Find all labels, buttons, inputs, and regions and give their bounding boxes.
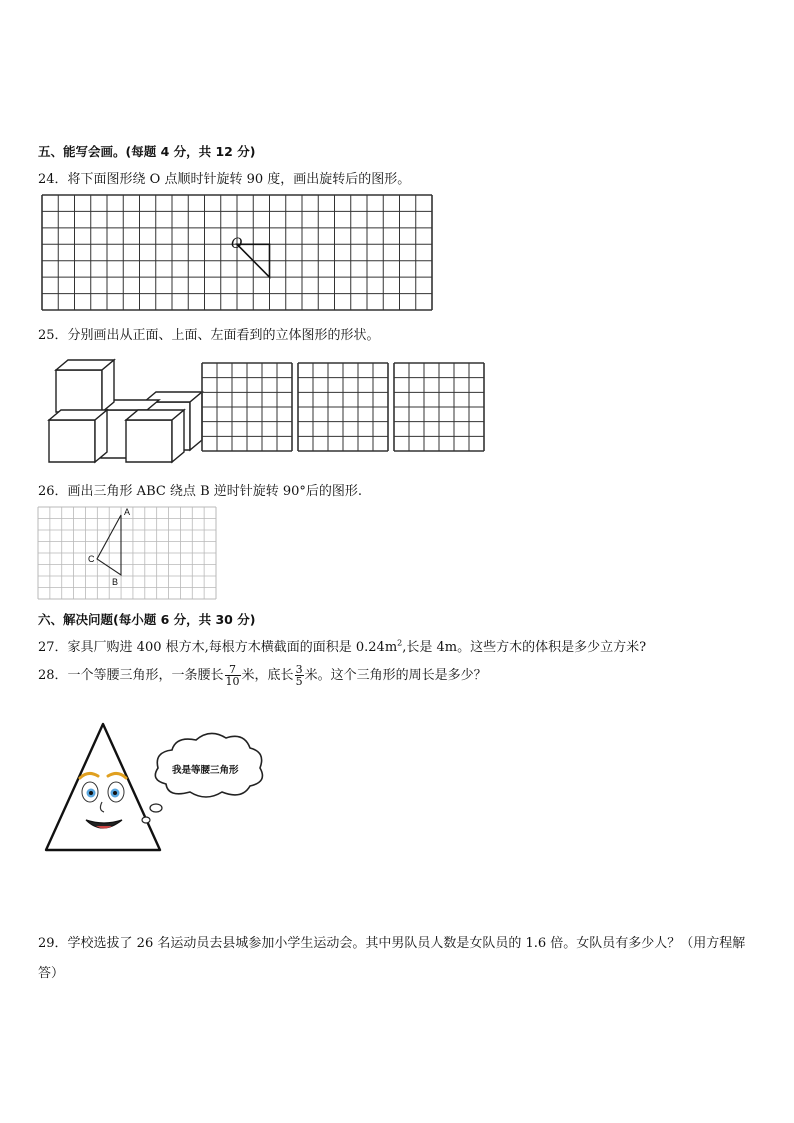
q28-cartoon-triangle	[40, 720, 280, 860]
q27-text-before: 27．家具厂购进 400 根方木,每根方木横截面的面积是 0.24m	[38, 640, 398, 655]
q28-text	[38, 664, 487, 687]
q27-text-after: ,长是 4m。这些方木的体积是多少立方米?	[402, 640, 647, 655]
q25-text: 25．分别画出从正面、上面、左面看到的立体图形的形状。	[38, 328, 380, 343]
q25-cube-figure	[44, 354, 194, 466]
q25-grid-top	[298, 363, 390, 453]
q26-label-c: C	[88, 554, 95, 564]
q26-label-a: A	[124, 507, 131, 517]
q26-label-b: B	[112, 577, 119, 587]
q25-grid-front	[202, 363, 294, 453]
q27-text	[38, 636, 646, 655]
q24-point-o-label: O	[231, 236, 243, 252]
q28-text-a: 28．一个等腰三角形，一条腰长	[38, 668, 224, 683]
q28-text-c: 米。这个三角形的周长是多少？	[304, 668, 487, 683]
q25-grid-left	[394, 363, 486, 453]
q24-grid	[42, 195, 434, 312]
q26-triangle-abc	[38, 507, 218, 601]
q29-text: 29．学校选拔了 26 名运动员去县城参加小学生运动会。其中男队员人数是女队员的 1.6 倍。女队员有多少人？（用方程解答）	[38, 936, 746, 981]
q28-fraction-base: $\frac{3}{5}$	[295, 663, 303, 688]
q26-text: 26．画出三角形 ABC 绕点 B 逆时针旋转 90°后的图形.	[38, 484, 363, 499]
section6-heading: 六、解决问题(每小题 6 分，共 30 分)	[38, 612, 256, 627]
q28-bubble-text: 我是等腰三角形	[172, 765, 239, 776]
section5-heading: 五、能写会画。(每题 4 分，共 12 分)	[38, 144, 256, 159]
q28-fraction-leg: $\frac{7}{10}$	[225, 663, 240, 688]
q27-superscript: 2	[397, 638, 403, 648]
q28-text-b: 米，底长	[241, 668, 294, 683]
q24-text: 24．将下面图形绕 O 点顺时针旋转 90 度，画出旋转后的图形。	[38, 172, 411, 187]
